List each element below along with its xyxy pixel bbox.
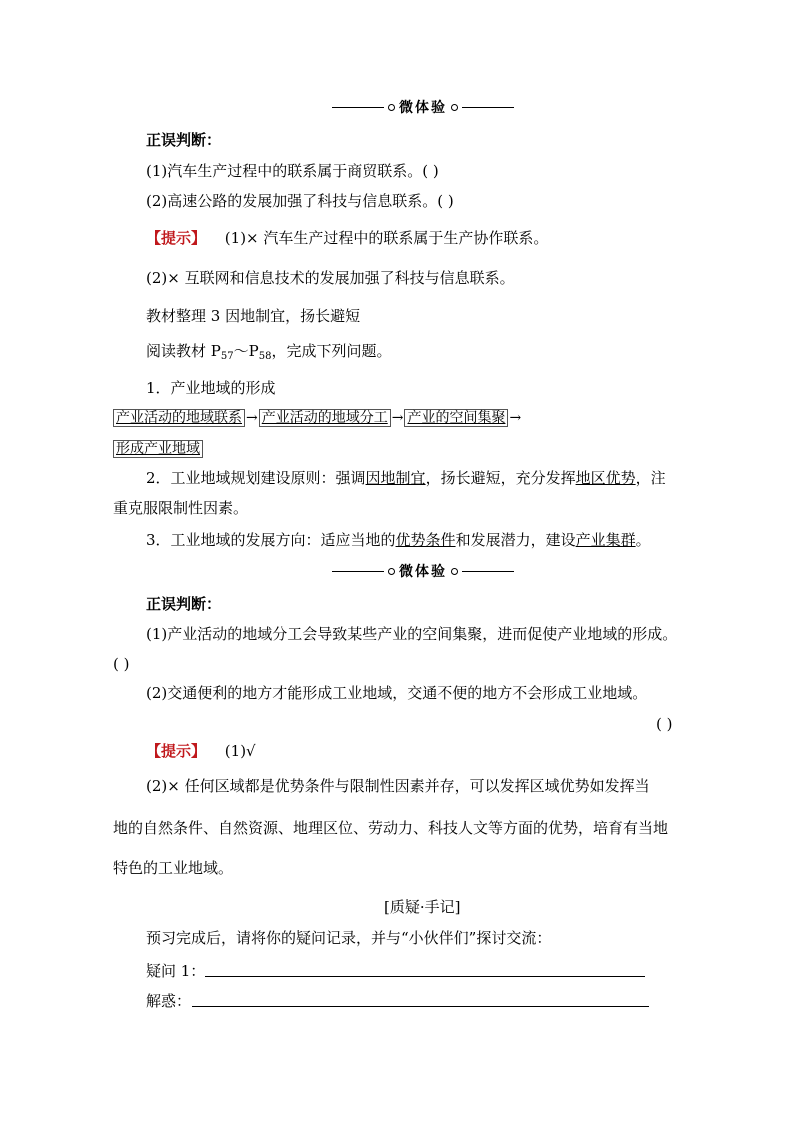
flow-box: 产业活动的地域分工 bbox=[259, 409, 391, 427]
question-answer-line[interactable] bbox=[205, 976, 645, 977]
hint-label: 【提示】 bbox=[146, 229, 207, 247]
separator-line bbox=[462, 571, 514, 572]
item-2-underline-2: 地区优势 bbox=[575, 469, 636, 487]
page-sub-end: 58 bbox=[258, 351, 272, 362]
question-label: 疑问 1： bbox=[146, 962, 206, 980]
arrow-right-icon: → bbox=[509, 410, 522, 426]
item-3 bbox=[146, 530, 651, 550]
separator-label: 微体验 bbox=[399, 100, 447, 116]
hint-answer-2-line-3: 特色的工业地域。 bbox=[113, 859, 234, 877]
reading-suffix: ，完成下列问题。 bbox=[271, 342, 392, 360]
answer-label: 解惑： bbox=[146, 992, 192, 1010]
item-3-underline-2: 产业集群 bbox=[575, 531, 636, 549]
page-sub-start: 57 bbox=[220, 351, 234, 362]
separator-line bbox=[462, 107, 514, 108]
judge-question-2: (2)高速公路的发展加强了科技与信息联系。( ) bbox=[146, 192, 454, 210]
item-2-middle: ，扬长避短，充分发挥 bbox=[425, 469, 576, 487]
judge-question-2: (2)交通便利的地方才能形成工业地域，交通不便的地方不会形成工业地域。 bbox=[146, 684, 648, 702]
item-3-suffix: 。 bbox=[635, 531, 651, 549]
reading-prefix: 阅读教材 P bbox=[146, 342, 221, 360]
notes-intro: 预习完成后，请将你的疑问记录，并与“小伙伴们”探讨交流： bbox=[146, 929, 552, 947]
item-2-prefix: 2．工业地域规划建设原则：强调 bbox=[146, 469, 366, 487]
hint-answer-1 bbox=[146, 741, 256, 761]
judge-heading: 正误判断： bbox=[146, 131, 222, 149]
answer-line[interactable] bbox=[192, 1006, 649, 1007]
flow-chain-cont bbox=[113, 440, 203, 458]
item-1-heading: 1．产业地域的形成 bbox=[146, 379, 276, 397]
separator-dot bbox=[451, 104, 458, 111]
judge-question-1: (1)产业活动的地域分工会导致某些产业的空间集聚，进而促使产业地域的形成。 bbox=[146, 625, 678, 643]
flow-box: 产业活动的地域联系 bbox=[113, 409, 245, 427]
judge-question-1-paren: ( ) bbox=[113, 655, 130, 673]
flow-box: 形成产业地域 bbox=[113, 440, 203, 458]
item-2-line-2: 重克服限制性因素。 bbox=[113, 499, 249, 517]
separator-micro-experience bbox=[330, 97, 516, 117]
judge-question-2-paren: ( ) bbox=[656, 715, 673, 733]
flow-chain bbox=[113, 409, 522, 427]
item-3-underline-1: 优势条件 bbox=[395, 531, 456, 549]
separator-dot bbox=[388, 568, 395, 575]
hint-answer-2-line-2: 地的自然条件、自然资源、地理区位、劳动力、科技人文等方面的优势，培育有当地 bbox=[113, 819, 669, 837]
separator-label: 微体验 bbox=[399, 564, 447, 580]
arrow-right-icon: → bbox=[391, 410, 404, 426]
separator-line bbox=[332, 107, 384, 108]
notes-title: [质疑·手记] bbox=[384, 898, 461, 916]
arrow-right-icon: → bbox=[246, 410, 258, 426]
hint-answer-2-line-1: (2)× 任何区域都是优势条件与限制性因素并存，可以发挥区域优势如发挥当 bbox=[146, 777, 650, 795]
reading-instruction bbox=[146, 341, 391, 367]
hint-answer-1 bbox=[146, 228, 548, 248]
separator-dot bbox=[388, 104, 395, 111]
separator-micro-experience bbox=[330, 561, 516, 581]
item-3-middle: 和发展潜力，建设 bbox=[455, 531, 576, 549]
item-2-suffix: ，注 bbox=[635, 469, 666, 487]
hint-text: (1)√ bbox=[224, 742, 256, 760]
judge-question-1: (1)汽车生产过程中的联系属于商贸联系。( ) bbox=[146, 162, 439, 180]
separator-dot bbox=[451, 568, 458, 575]
hint-text: (1)× 汽车生产过程中的联系属于生产协作联系。 bbox=[224, 229, 549, 247]
flow-box: 产业的空间集聚 bbox=[404, 409, 508, 427]
section-title: 教材整理 3 因地制宜，扬长避短 bbox=[146, 307, 361, 325]
separator-line bbox=[332, 571, 384, 572]
item-3-prefix: 3．工业地域的发展方向：适应当地的 bbox=[146, 531, 396, 549]
item-2-underline-1: 因地制宜 bbox=[365, 469, 426, 487]
hint-label: 【提示】 bbox=[146, 742, 207, 760]
hint-answer-2: (2)× 互联网和信息技术的发展加强了科技与信息联系。 bbox=[146, 269, 515, 287]
reading-tilde: ～P bbox=[233, 342, 259, 360]
judge-heading: 正误判断： bbox=[146, 595, 222, 613]
item-2-line-1 bbox=[146, 468, 666, 488]
